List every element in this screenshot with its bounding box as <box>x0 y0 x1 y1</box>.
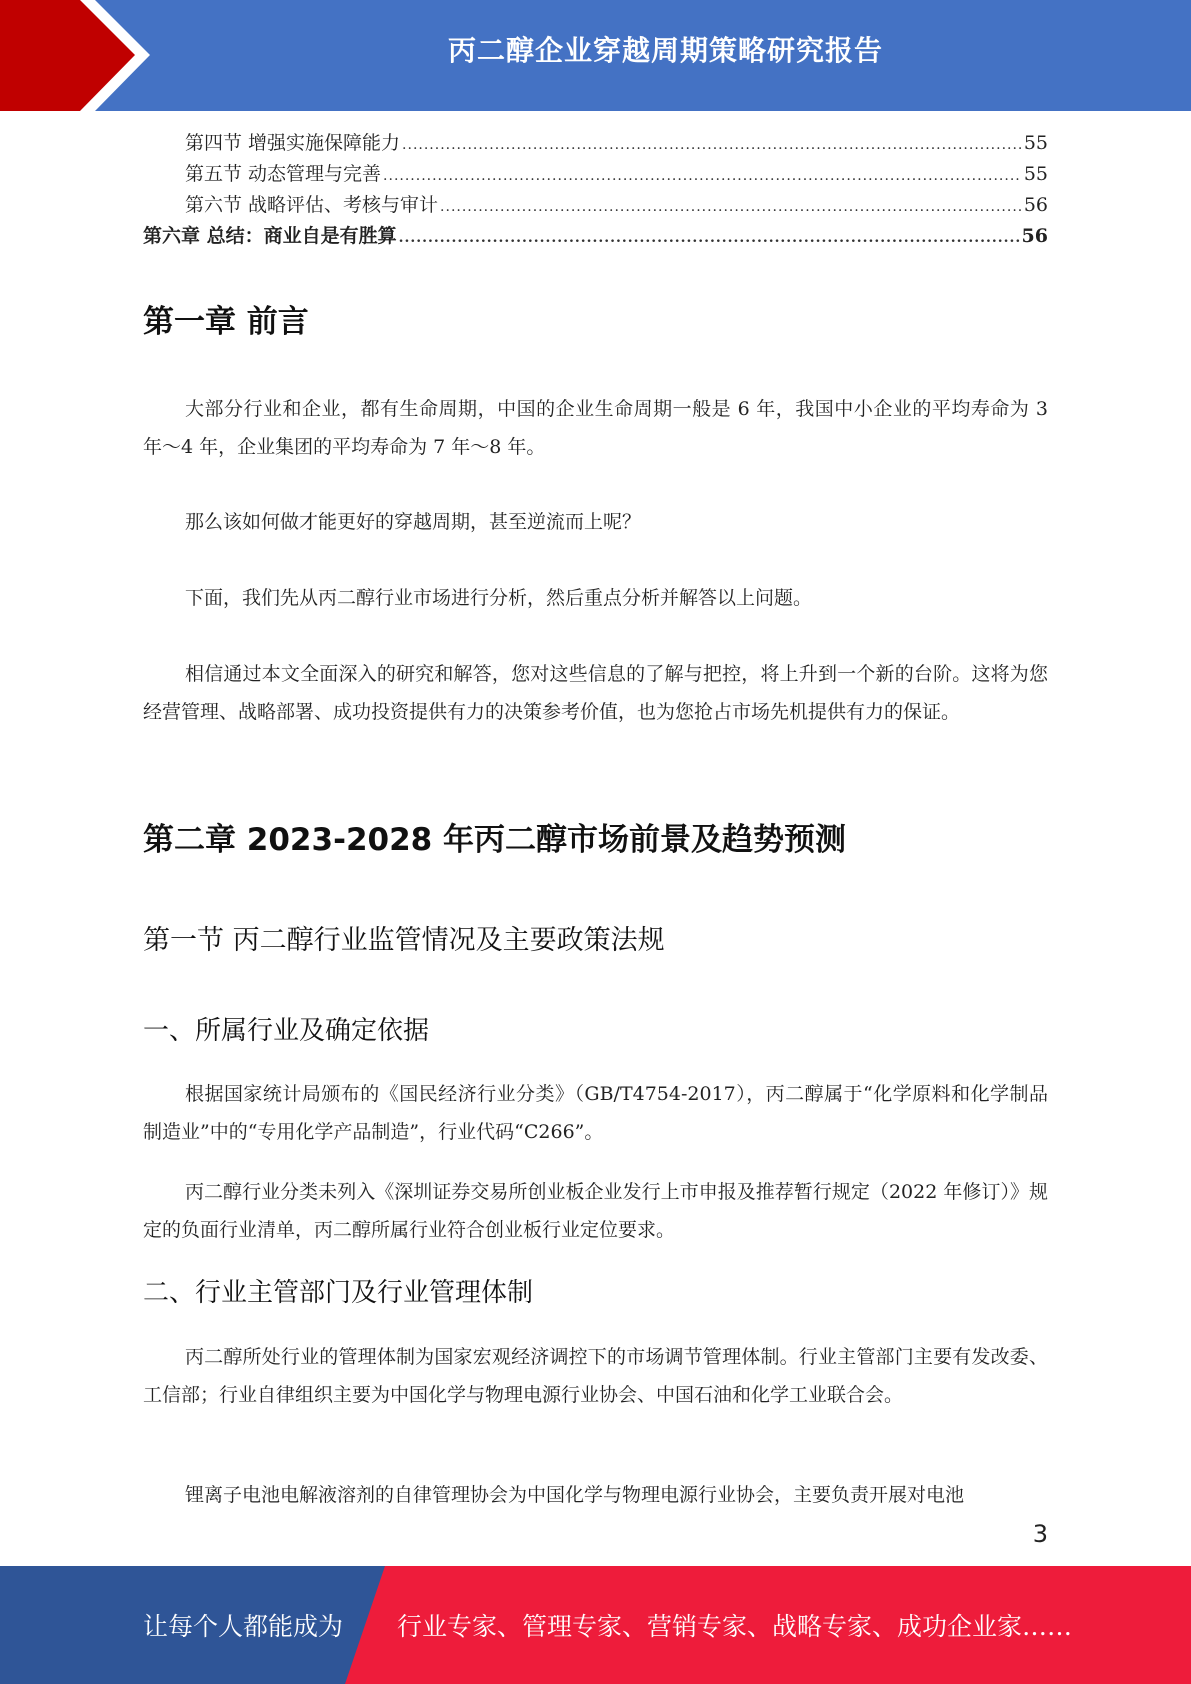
chapter-1-paragraph-2: 那么该如何做才能更好的穿越周期，甚至逆流而上呢？ <box>185 511 642 533</box>
page-footer <box>0 1566 1191 1684</box>
subsection-1-paragraph-2: 丙二醇行业分类未列入《深圳证券交易所创业板企业发行上市申报及推荐暂行规定（2022 年修订）》规定的负面行业清单，丙二醇所属行业符合创业板行业定位要求。 <box>143 1181 1048 1241</box>
page-number: 3 <box>1032 1520 1048 1548</box>
toc-entry[interactable] <box>143 128 1048 159</box>
toc-entry-title: 第六章 总结：商业自是有胜算 <box>143 225 397 247</box>
footer-slogan-right: 行业专家、管理专家、营销专家、战略专家、成功企业家…… <box>397 1612 1073 1641</box>
toc-entry-title: 第五节 动态管理与完善 <box>185 163 382 185</box>
toc-entry-page: 56 <box>1023 194 1048 216</box>
toc-entry-page: 55 <box>1023 132 1048 154</box>
toc-leader-dots <box>399 230 1020 246</box>
toc-entry-page: 56 <box>1021 225 1048 247</box>
toc-entry-page: 55 <box>1023 163 1048 185</box>
toc-entry-title: 第六节 战略评估、考核与审计 <box>185 194 439 216</box>
toc-leader-dots <box>402 137 1022 153</box>
toc-leader-dots <box>383 168 1022 184</box>
chapter-1-paragraph-4: 相信通过本文全面深入的研究和解答，您对这些信息的了解与把控，将上升到一个新的台阶。这将为您经营管理、战略部署、成功投资提供有力的决策参考价值，也为您抢占市场先机提供有力的保证。 <box>143 663 1048 723</box>
header-title: 丙二醇企业穿越周期策略研究报告 <box>447 34 883 67</box>
subsection-2-heading: 二、行业主管部门及行业管理体制 <box>143 1278 534 1308</box>
toc-entry[interactable] <box>143 190 1048 221</box>
chapter-2-heading: 第二章 2023-2028 年丙二醇市场前景及趋势预测 <box>143 822 847 858</box>
chapter-1-heading: 第一章 前言 <box>143 304 309 340</box>
toc-entry-chapter[interactable] <box>143 221 1048 252</box>
page-header <box>0 0 1191 111</box>
toc-leader-dots <box>440 199 1022 215</box>
subsection-1-heading: 一、所属行业及确定依据 <box>143 1016 430 1046</box>
table-of-contents <box>143 128 1048 252</box>
footer-slogan-left: 让每个人都能成为 <box>143 1612 344 1641</box>
toc-entry-title: 第四节 增强实施保障能力 <box>185 132 401 154</box>
chapter-1-paragraph-1: 大部分行业和企业，都有生命周期，中国的企业生命周期一般是 6 年，我国中小企业的平均寿命为 3 年～4 年，企业集团的平均寿命为 7 年～8 年。 <box>143 398 1048 458</box>
section-1-heading: 第一节 丙二醇行业监管情况及主要政策法规 <box>143 925 665 956</box>
subsection-2-paragraph-1: 丙二醇所处行业的管理体制为国家宏观经济调控下的市场调节管理体制。行业主管部门主要有发改委、工信部；行业自律组织主要为中国化学与物理电源行业协会、中国石油和化学工业联合会。 <box>143 1346 1048 1406</box>
subsection-2-paragraph-2: 锂离子电池电解液溶剂的自律管理协会为中国化学与物理电源行业协会，主要负责开展对电池 <box>185 1484 965 1506</box>
chapter-1-paragraph-3: 下面，我们先从丙二醇行业市场进行分析，然后重点分析并解答以上问题。 <box>185 587 813 609</box>
toc-entry[interactable] <box>143 159 1048 190</box>
subsection-1-paragraph-1: 根据国家统计局颁布的《国民经济行业分类》（GB/T4754-2017），丙二醇属于“化学原料和化学制品制造业”中的“专用化学产品制造”，行业代码“C266”。 <box>143 1083 1048 1143</box>
